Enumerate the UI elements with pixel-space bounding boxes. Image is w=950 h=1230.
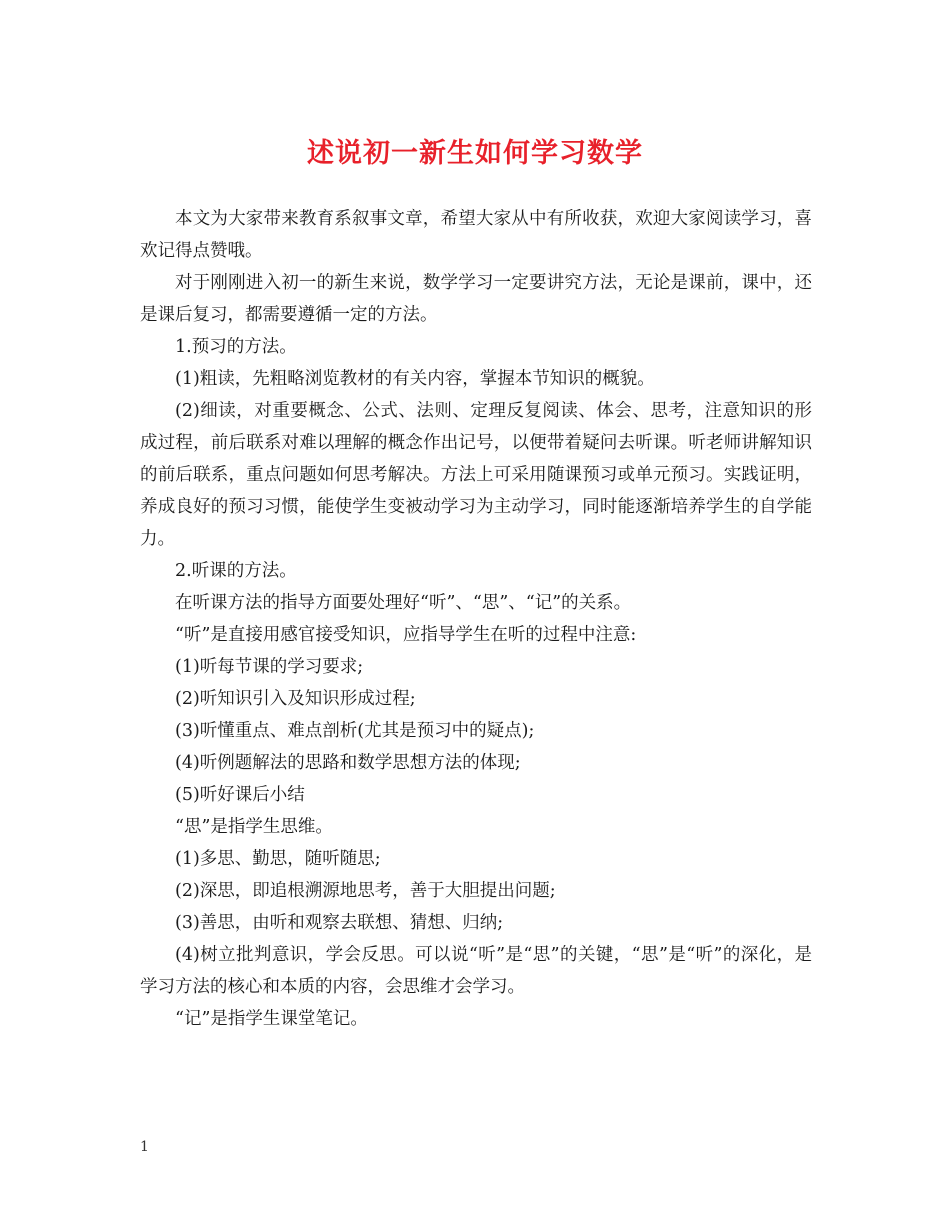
list-item: (2)深思，即追根溯源地思考，善于大胆提出问题; (175, 881, 556, 901)
list-item: (4)树立批判意识，学会反思。可以说“听”是“思”的关键，“思”是“听”的深化，是学习方法的核心和本质的内容，会思维才会学习。 (140, 945, 812, 997)
list-item: (2)细读，对重要概念、公式、法则、定理反复阅读、体会、思考，注意知识的形成过程，前后联系对难以理解的概念作出记号，以便带着疑问去听课。听老师讲解知识的前后联系，重点问题如何思考解决。方法上可采用随课预习或单元预习。实践证明，养成良好的预习习惯，能使学生变被动学习为主动学习，同时能逐渐培养学生的自学能力。 (140, 401, 812, 549)
section-heading: 2.听课的方法。 (175, 561, 297, 581)
page-number: 1 (140, 1139, 149, 1155)
list-item: (5)听好课后小结 (175, 785, 305, 805)
list-item: (3)善思，由听和观察去联想、猜想、归纳; (175, 913, 504, 933)
list-item: (4)听例题解法的思路和数学思想方法的体现; (175, 753, 521, 773)
list-item: (1)听每节课的学习要求; (175, 657, 364, 677)
paragraph: “听”是直接用感官接受知识，应指导学生在听的过程中注意: (175, 625, 637, 645)
list-item: (2)听知识引入及知识形成过程; (175, 689, 416, 709)
document-body (140, 203, 812, 1035)
paragraph: 对于刚刚进入初一的新生来说，数学学习一定要讲究方法，无论是课前，课中，还是课后复习，都需要遵循一定的方法。 (140, 273, 812, 325)
paragraph: “记”是指学生课堂笔记。 (175, 1009, 368, 1029)
list-item: (3)听懂重点、难点剖析(尤其是预习中的疑点); (175, 721, 535, 741)
list-item: (1)粗读，先粗略浏览教材的有关内容，掌握本节知识的概貌。 (175, 369, 655, 389)
paragraph: 本文为大家带来教育系叙事文章，希望大家从中有所收获，欢迎大家阅读学习，喜欢记得点赞哦。 (140, 209, 812, 261)
paragraph: “思”是指学生思维。 (175, 817, 333, 837)
paragraph: 在听课方法的指导方面要处理好“听”、“思”、“记”的关系。 (175, 593, 632, 613)
document-title: 述说初一新生如何学习数学 (307, 138, 643, 169)
section-heading: 1.预习的方法。 (175, 337, 297, 357)
list-item: (1)多思、勤思，随听随思; (175, 849, 381, 869)
